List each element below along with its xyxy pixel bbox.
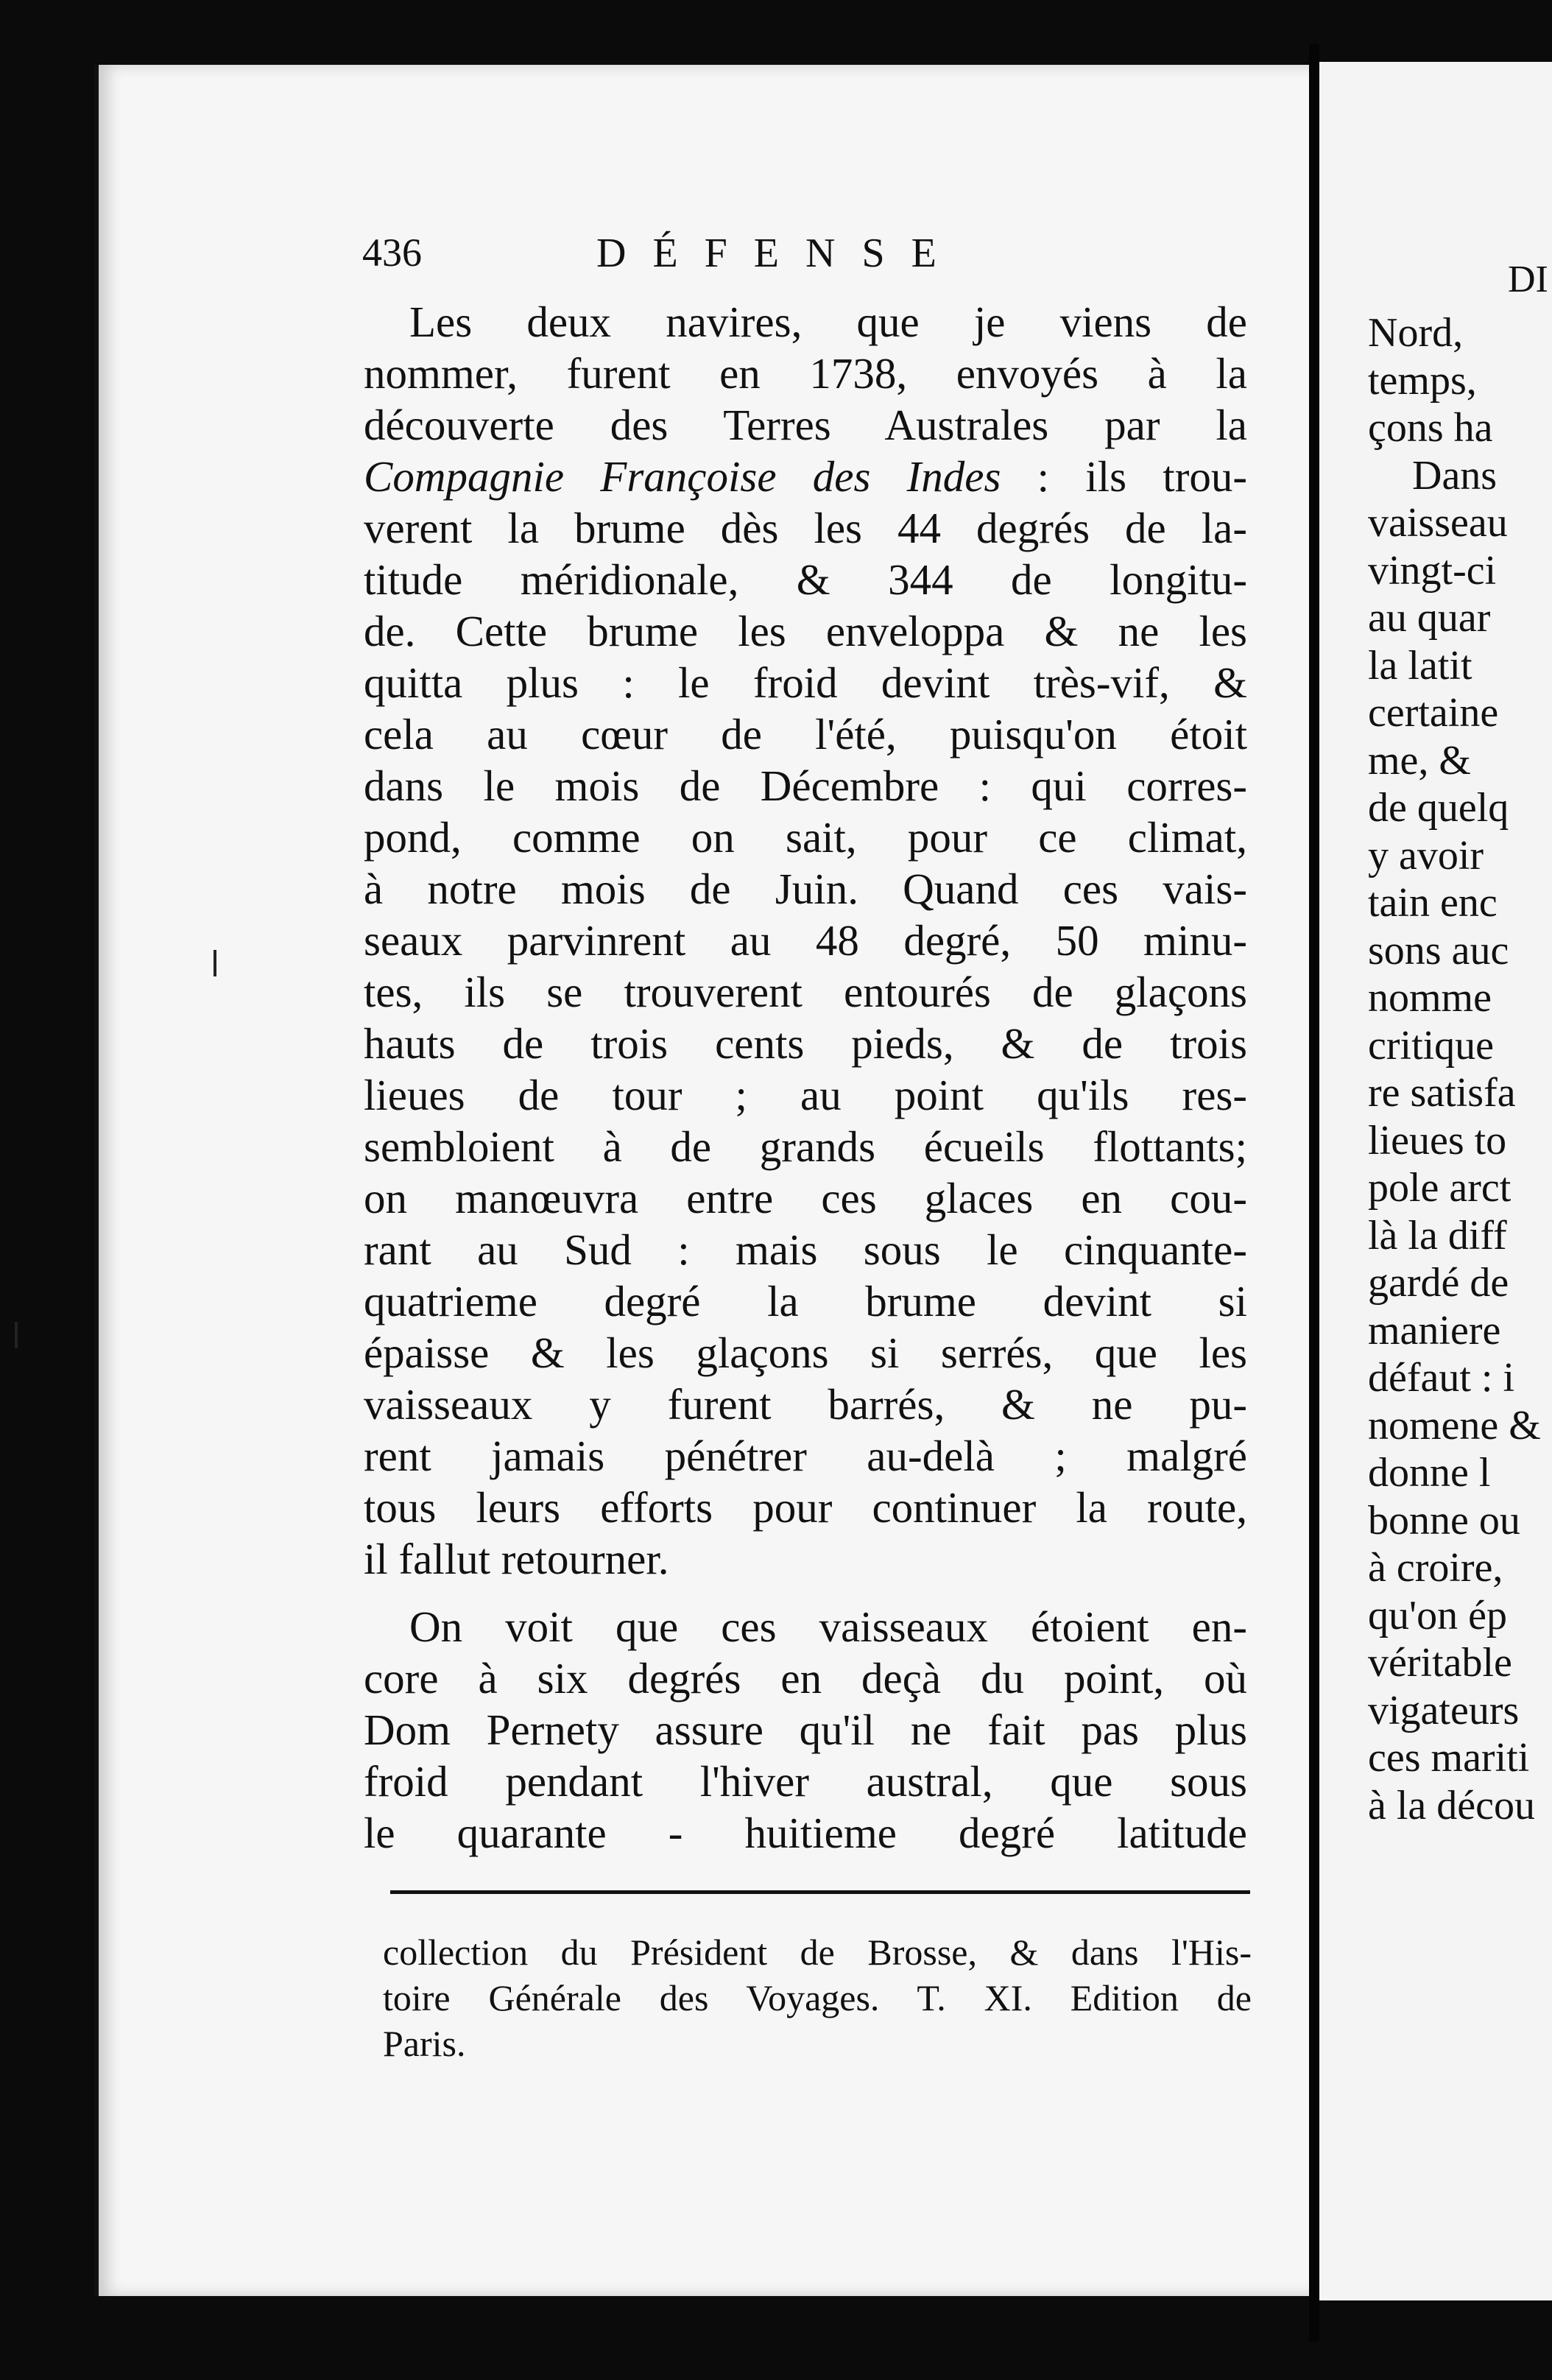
right-text-line: de quelq [1368, 785, 1509, 831]
text-line: Dom Pernety assure qu'il ne fait pas plus [364, 1705, 1247, 1754]
right-text-line: à la décou [1368, 1782, 1535, 1828]
right-text-line: sons auc [1368, 927, 1509, 974]
text-line: vaisseaux y furent barrés, & ne pu- [364, 1380, 1247, 1429]
text-line: tes, ils se trouverent entourés de glaçons [364, 968, 1247, 1016]
text-line: il fallut retourner. [364, 1535, 669, 1583]
right-text-line: bonne ou [1368, 1497, 1520, 1543]
right-page-text [1368, 309, 1541, 1829]
right-text-line: tain enc [1368, 880, 1498, 926]
paragraph-1 [364, 296, 1247, 1585]
right-text-line: donne l [1368, 1450, 1491, 1496]
right-text-line: ces mariti [1368, 1735, 1530, 1781]
text-line: de. Cette brume les enveloppa & ne les [364, 607, 1247, 655]
text-line: Compagnie Françoise des Indes : ils trou- [364, 452, 1247, 501]
text-line: sembloient à de grands écueils flottants; [364, 1122, 1247, 1171]
right-text-line: maniere [1368, 1307, 1501, 1353]
right-text-line: la latit [1368, 642, 1472, 689]
right-text-line: temps, [1368, 357, 1477, 404]
footnote-line: toire Générale des Voyages. T. XI. Edition de [383, 1977, 1252, 2018]
text-line: hauts de trois cents pieds, & de trois [364, 1019, 1247, 1068]
right-text-line: certaine [1368, 690, 1499, 736]
italic-company-name: Compagnie Françoise des Indes [364, 452, 1001, 501]
right-text-line: Dans [1412, 452, 1498, 499]
right-text-line: Nord, [1368, 310, 1464, 356]
right-text-line: nomene & [1368, 1402, 1541, 1448]
right-text-line: re satisfa [1368, 1070, 1516, 1116]
text-line: tous leurs efforts pour continuer la route, [364, 1483, 1247, 1532]
text-line: Les deux navires, que je viens de [409, 298, 1247, 346]
right-page-header-fragment: DI [1508, 258, 1548, 300]
footnote-line: collection du Président de Brosse, & dans l'His- [383, 1932, 1252, 1973]
right-text-line: çons ha [1368, 405, 1493, 451]
text-line: seaux parvinrent au 48 degré, 50 minu- [364, 916, 1247, 965]
right-text-line: y avoir [1368, 832, 1484, 879]
right-text-line: nomme [1368, 975, 1492, 1021]
right-text-line: lieues to [1368, 1117, 1507, 1163]
text-line: On voit que ces vaisseaux étoient en- [409, 1602, 1247, 1651]
paragraph-2 [364, 1601, 1247, 1859]
text-line: épaisse & les glaçons si serrés, que les [364, 1328, 1247, 1377]
text-line: rant au Sud : mais sous le cinquante- [364, 1225, 1247, 1274]
right-text-line: vaisseau [1368, 500, 1508, 546]
book-gutter [1309, 44, 1319, 2342]
text-line: verent la brume dès les 44 degrés de la- [364, 504, 1247, 552]
text-line: quatrieme degré la brume devint si [364, 1277, 1247, 1325]
text-line: à notre mois de Juin. Quand ces vais- [364, 865, 1247, 913]
right-text-line: qu'on ép [1368, 1592, 1507, 1638]
text-line: le quarante - huitieme degré latitude [364, 1809, 1247, 1857]
right-text-line: gardé de [1368, 1260, 1509, 1306]
text-line: pond, comme on sait, pour ce climat, [364, 813, 1247, 862]
text-line: rent jamais pénétrer au-delà ; malgré [364, 1432, 1247, 1480]
right-text-line: à croire, [1368, 1545, 1503, 1591]
footnote [383, 1929, 1252, 2066]
text-line: quitta plus : le froid devint très-vif, & [364, 658, 1247, 707]
right-text-line: défaut : i [1368, 1355, 1515, 1401]
text-line: froid pendant l'hiver austral, que sous [364, 1757, 1247, 1806]
footnote-rule [390, 1890, 1250, 1894]
running-title: DÉFENSE [596, 230, 963, 276]
right-text-line: vingt-ci [1368, 547, 1497, 594]
page-number: 436 [362, 230, 422, 275]
body-text [364, 296, 1247, 1859]
right-text-line: là la diff [1368, 1212, 1507, 1258]
right-text-line: au quar [1368, 595, 1491, 641]
footnote-line: Paris. [383, 2023, 466, 2064]
right-text-line: vigateurs [1368, 1687, 1520, 1733]
text-line: core à six degrés en deçà du point, où [364, 1654, 1247, 1703]
text-line: découverte des Terres Australes par la [364, 401, 1247, 449]
text-line: on manœuvra entre ces glaces en cou- [364, 1174, 1247, 1222]
margin-mark [214, 950, 216, 976]
text-line: lieues de tour ; au point qu'ils res- [364, 1071, 1247, 1119]
page-header [362, 230, 1275, 296]
right-text-line: véritable [1368, 1640, 1512, 1686]
right-text-line: me, & [1368, 737, 1471, 784]
margin-mark [15, 1322, 18, 1348]
text-line: nommer, furent en 1738, envoyés à la [364, 349, 1247, 398]
text-line: dans le mois de Décembre : qui corres- [364, 761, 1247, 810]
right-text-line: critique [1368, 1022, 1495, 1068]
right-text-line: pole arct [1368, 1165, 1512, 1211]
text-line: cela au cœur de l'été, puisqu'on étoit [364, 710, 1247, 758]
text-line: titude méridionale, & 344 de longitu- [364, 555, 1247, 604]
